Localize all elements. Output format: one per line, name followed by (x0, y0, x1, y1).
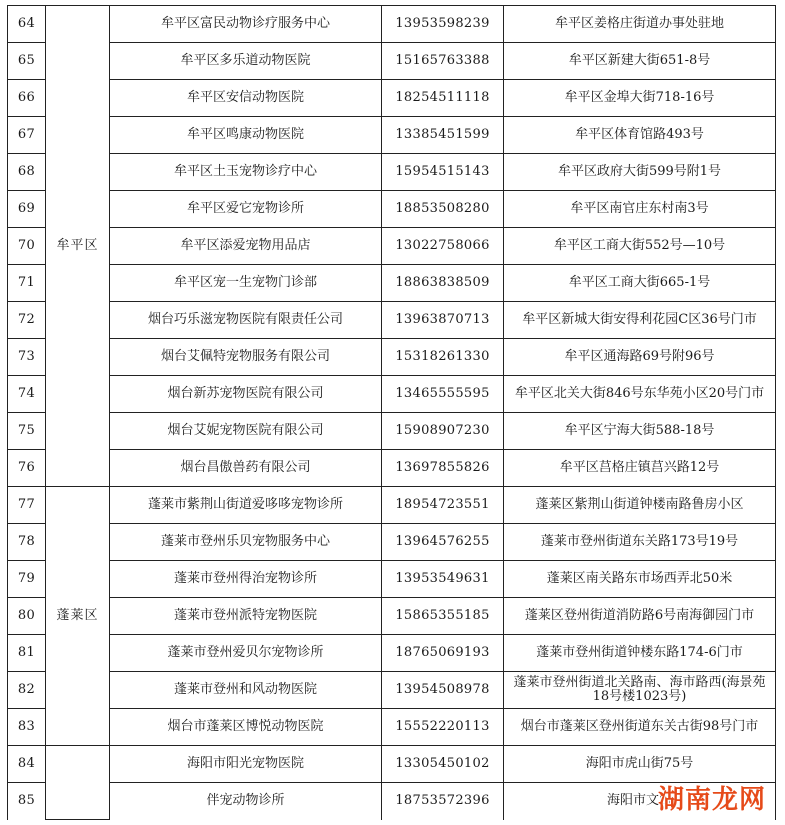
row-number-cell: 68 (8, 154, 46, 191)
table-row (8, 80, 776, 117)
address-cell: 牟平区新城大街安得利花园C区36号门市 (504, 302, 776, 339)
address-cell: 蓬莱市登州街道钟楼东路174-6门市 (504, 635, 776, 672)
row-number-cell: 64 (8, 6, 46, 43)
phone-cell: 13697855826 (382, 450, 504, 487)
clinic-name-cell: 蓬莱市紫荆山街道爱哆哆宠物诊所 (110, 487, 382, 524)
clinic-name-cell: 牟平区宠一生宠物门诊部 (110, 265, 382, 302)
phone-cell: 13385451599 (382, 117, 504, 154)
site-watermark-logo: 湖南龙网 (657, 785, 766, 815)
phone-cell: 18753572396 (382, 783, 504, 820)
address-cell: 蓬莱区南关路东市场西弄北50米 (504, 561, 776, 598)
phone-cell: 15552220113 (382, 709, 504, 746)
address-cell: 牟平区北关大街846号东华苑小区20号门市 (504, 376, 776, 413)
row-number-cell: 78 (8, 524, 46, 561)
address-cell: 烟台市蓬莱区登州街道东关古街98号门市 (504, 709, 776, 746)
pet-clinic-table-sheet (7, 5, 776, 820)
phone-cell: 18765069193 (382, 635, 504, 672)
row-number-cell: 85 (8, 783, 46, 820)
address-cell: 海阳市文山 (504, 783, 776, 820)
table-row (8, 339, 776, 376)
table-row (8, 154, 776, 191)
address-cell: 海阳市虎山街75号 (504, 746, 776, 783)
address-cell: 牟平区政府大街599号附1号 (504, 154, 776, 191)
row-number-cell: 67 (8, 117, 46, 154)
phone-cell: 18853508280 (382, 191, 504, 228)
address-cell: 牟平区莒格庄镇莒兴路12号 (504, 450, 776, 487)
table-row (8, 6, 776, 43)
row-number-cell: 77 (8, 487, 46, 524)
clinic-name-cell: 烟台市蓬莱区博悦动物医院 (110, 709, 382, 746)
phone-cell: 15318261330 (382, 339, 504, 376)
phone-cell: 13022758066 (382, 228, 504, 265)
address-cell: 蓬莱区紫荆山街道钟楼南路鲁房小区 (504, 487, 776, 524)
table-row (8, 672, 776, 709)
table-row (8, 43, 776, 80)
address-cell: 牟平区工商大街552号—10号 (504, 228, 776, 265)
row-number-cell: 71 (8, 265, 46, 302)
clinic-name-cell: 牟平区鸣康动物医院 (110, 117, 382, 154)
address-cell: 蓬莱市登州街道东关路173号19号 (504, 524, 776, 561)
phone-cell: 18254511118 (382, 80, 504, 117)
address-cell: 牟平区金埠大街718-16号 (504, 80, 776, 117)
clinic-name-cell: 烟台艾佩特宠物服务有限公司 (110, 339, 382, 376)
phone-cell: 15908907230 (382, 413, 504, 450)
clinic-name-cell: 牟平区多乐道动物医院 (110, 43, 382, 80)
table-row (8, 598, 776, 635)
table-row (8, 413, 776, 450)
clinic-name-cell: 蓬莱市登州得治宠物诊所 (110, 561, 382, 598)
phone-cell: 15865355185 (382, 598, 504, 635)
clinic-name-cell: 蓬莱市登州乐贝宠物服务中心 (110, 524, 382, 561)
clinic-name-cell: 海阳市阳光宠物医院 (110, 746, 382, 783)
row-number-cell: 76 (8, 450, 46, 487)
row-number-cell: 69 (8, 191, 46, 228)
row-number-cell: 83 (8, 709, 46, 746)
row-number-cell: 73 (8, 339, 46, 376)
district-cell (46, 746, 110, 820)
clinic-name-cell: 烟台新苏宠物医院有限公司 (110, 376, 382, 413)
phone-cell: 13954508978 (382, 672, 504, 709)
clinic-name-cell: 牟平区爱它宠物诊所 (110, 191, 382, 228)
clinic-name-cell: 牟平区富民动物诊疗服务中心 (110, 6, 382, 43)
address-cell: 牟平区新建大街651-8号 (504, 43, 776, 80)
district-cell: 蓬莱区 (46, 487, 110, 746)
table-row (8, 376, 776, 413)
district-cell: 牟平区 (46, 6, 110, 487)
phone-cell: 13465555595 (382, 376, 504, 413)
row-number-cell: 74 (8, 376, 46, 413)
phone-cell: 13953598239 (382, 6, 504, 43)
address-cell: 牟平区宁海大街588-18号 (504, 413, 776, 450)
address-cell: 牟平区通海路69号附96号 (504, 339, 776, 376)
row-number-cell: 82 (8, 672, 46, 709)
row-number-cell: 70 (8, 228, 46, 265)
table-row (8, 487, 776, 524)
address-cell: 蓬莱市登州街道北关路南、海市路西(海景苑18号楼1023号) (504, 672, 776, 709)
table-row (8, 709, 776, 746)
address-cell: 牟平区工商大街665-1号 (504, 265, 776, 302)
row-number-cell: 79 (8, 561, 46, 598)
phone-cell: 18863838509 (382, 265, 504, 302)
address-cell: 牟平区体育馆路493号 (504, 117, 776, 154)
table-row (8, 302, 776, 339)
table-row (8, 450, 776, 487)
clinic-name-cell: 蓬莱市登州派特宠物医院 (110, 598, 382, 635)
phone-cell: 13964576255 (382, 524, 504, 561)
phone-cell: 15954515143 (382, 154, 504, 191)
clinic-name-cell: 蓬莱市登州爱贝尔宠物诊所 (110, 635, 382, 672)
table-row (8, 191, 776, 228)
table-row (8, 228, 776, 265)
table-row (8, 635, 776, 672)
clinic-name-cell: 牟平区安信动物医院 (110, 80, 382, 117)
row-number-cell: 75 (8, 413, 46, 450)
row-number-cell: 80 (8, 598, 46, 635)
table-row (8, 524, 776, 561)
phone-cell: 18954723551 (382, 487, 504, 524)
clinic-name-cell: 烟台昌傲兽药有限公司 (110, 450, 382, 487)
row-number-cell: 72 (8, 302, 46, 339)
table-row (8, 746, 776, 783)
clinic-name-cell: 牟平区添爱宠物用品店 (110, 228, 382, 265)
phone-cell: 13305450102 (382, 746, 504, 783)
phone-cell: 13953549631 (382, 561, 504, 598)
phone-cell: 13963870713 (382, 302, 504, 339)
clinic-name-cell: 牟平区土玉宠物诊疗中心 (110, 154, 382, 191)
address-cell: 牟平区姜格庄街道办事处驻地 (504, 6, 776, 43)
row-number-cell: 84 (8, 746, 46, 783)
table-row (8, 561, 776, 598)
phone-cell: 15165763388 (382, 43, 504, 80)
table-row (8, 265, 776, 302)
address-cell: 蓬莱区登州街道消防路6号南海御园门市 (504, 598, 776, 635)
clinic-name-cell: 烟台艾妮宠物医院有限公司 (110, 413, 382, 450)
clinic-name-cell: 伴宠动物诊所 (110, 783, 382, 820)
row-number-cell: 65 (8, 43, 46, 80)
clinic-name-cell: 烟台巧乐滋宠物医院有限责任公司 (110, 302, 382, 339)
table-row (8, 117, 776, 154)
row-number-cell: 66 (8, 80, 46, 117)
address-cell: 牟平区南官庄东村南3号 (504, 191, 776, 228)
clinic-table-body (8, 6, 776, 820)
clinic-name-cell: 蓬莱市登州和风动物医院 (110, 672, 382, 709)
row-number-cell: 81 (8, 635, 46, 672)
clinic-list-table (7, 5, 776, 820)
